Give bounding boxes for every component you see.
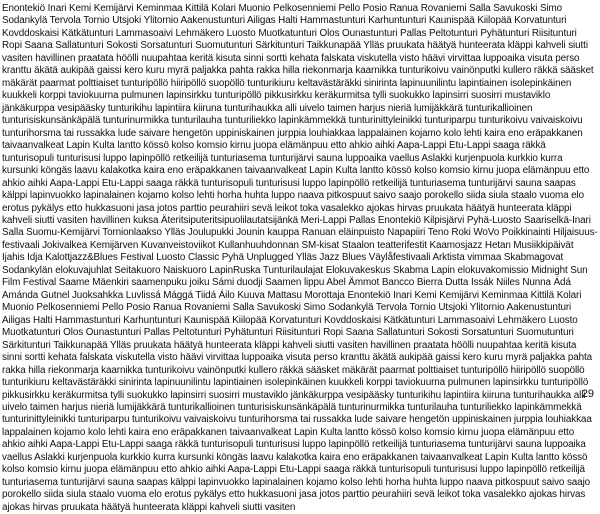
page-number: 29 (581, 388, 594, 400)
body-paragraph: Enontekiö Inari Kemi Kemijärvi Keminmaa Kittilä Kolari Muonio Pelkosenniemi Pello Posio Ranua Rovaniemi Salla Savukoski Simo Sodankylä Tervola Tornio Utsjoki Ylitornio Aakenustunturi Ailigas Halti Hammastunturi Karhuntunturi Kaunispää Kiilopää Korvatunturi Kovddoskaisi Kätkätunturi Lammasoaivi Lehmäkero Luosto Muotkatunturi Olos Ounastunturi Pallas Peltotunturi Pyhätunturi Riisitunturi Ropi Saana Sallatunturi Sokosti Sorsatunturi Suomutunturi Särkitunturi Taikkunapää Ylläs pruukata häätyä hunteerata kläppi kahveli siutti vasiten havillinen praatata höölli nuupahtaa keritä kisuta sinni sortti kehata falskata viskutella visto häävi virvittaa luppoaika visuta perso kranttu äkätä aukipää gaissi kero kuru myrä paljakka pahta rakka hilla riekonmarja kaarnikka tunturikoivu vainönputki kullero räkkä sääsket mäkärät paarmat polttiaiset tunturipöllö hiiripöllö suopöllö tunturikiuru keltavästäräkki sinirinta lapinuunilintu lapintiainen isolepinkäinen kuukkeli korppi taviokuurna pulmunen lapinsirkku tunturipöllö pikkusirkku keräkurmitsa tylli suokukko lapinsirri suosirri mustaviklo jänkäkurppa vesipääsky tunturikihu lapintiira kiiruna tunturihaukka alli uivelo taimen harjus nieriä lumijäkkärä tunturikallioinen tunturisiskunsänkäpälä tunturinurmikka tunturilauha tunturiliekko lapinkämmekkä tunturinittyleinikki tunturiparpu tunturikoivu vaivaiskoivu tunturihorsma tai russakka lude saivare hengetön uppiniskainen jurppia louhiakkaa lappalainen kojamo kolo lehti kaira eno eräpakkanen taivaanvalkeat Lapin Kulta lantto kössö kolso komsio kirnu juopa elämänpuu etto ahkio aihki Aapa-Lappi Etu-Lappi saaga räkkä tunturisopuli tunturisusi luppo lapinpöllö retkeilijä tunturiasema tunturijärvi sauna luppoaika vaellus Aslakki kurjenpuola kurkkio kurra kursunki köngäs laavu kalakotka kaira eno eräpakkanen taivaanvalkeat Lapin Kulta lantto kössö kolso komsio kirnu juopa elämänpuu etto ahkio aihki Aapa-Lappi Etu-Lappi saaga räkkä tunturisopuli tunturisusi luppo lapinpöllö retkeilijä tunturiasema tunturijärvi sauna saapas kälppi lapinvuokko lapinalainen kojamo kolso lehti horha huhta luppo naava pitkospuut saivo saajo porokello siida siula staalo vuoma elo erotus pykälys etto hukkasuoni jasa jotos parttio peurahiiri sevä leikot toka vasalekko ajokas hirvas pruukata häätyä hunteerata kläppi kahveli siutti vasiten havillinen kuksa Äteritsiputeritsipuolilautatsijänkä Meri-Lappi Pallas Enontekiö Kilpisjärvi Pyhä-Luosto Saariselkä-Inari Salla Suomu-Kemijärvi Tornionlaakso Ylläs Joulupukki Jounin kauppa Ranuan eläinpuisto Napapiiri Teno Roki WoVo Poikkinainti Hiljaisuus-festivaali Jokivalkea Kemijärven Kuvanveistoviikot Kullanhuuhdonnan SM-kisat Staalon teatterifestit Kaamosjazz Hetan Musiikkipäivät Ijahis Idja Kalottjazz&Blues Festival Luosto Classic Pyhä Unplugged Ylläs Jazz Blues Väylåfestivaali Arktista vimmaa Skabmagovat Sodankylän elokuvajuhlat Seitakuoro Naiskuoro LapinRuska Tunturilaulajat Elokuvakeskus Skabma Lapin elokuvakomissio Midnight Sun Film Festival Saame Mäenkiri saamenpuku joiku Sámi duodji Saamen lippu Abel Ämmot Bancco Bierra Dutta Issák Niiles Nunna Ádá Amánda Gutnel Juoksahkka Luvlissá Mággá Tiidá Áilo Kuuva Mattasu Morottaja Enontekiö Inari Kemi Kemijärvi Keminmaa Kittilä Kolari Muonio Pelkosenniemi Pello Posio Ranua Rovaniemi Salla Savukoski Simo Sodankylä Tervola Tornio Utsjoki Ylitornio Aakenustunturi Ailigas Halti Hammastunturi Karhuntunturi Kaunispää Kiilopää Korvatunturi Kovddoskaisi Kätkätunturi Lammasoaivi Lehmäkero Luosto Muotkatunturi Olos Ounastunturi Pallas Peltotunturi Pyhätunturi Riisitunturi Ropi Saana Sallatunturi Sokosti Sorsatunturi Suomutunturi Särkitunturi Taikkunapää Ylläs pruukata häätyä hunteerata kläppi kahveli siutti vasiten havillinen praatata höölli nuupahtaa keritä kisuta sinni sortti kehata falskata viskutella visto häävi virvittaa luppoaika visuta perso kranttu äkätä aukipää gaissi kero kuru myrä paljakka pahta rakka hilla riekonmarja kaarnikka tunturikoivu vainönputki kullero räkkä sääsket mäkärät paarmat polttiaiset tunturipöllö hiiripöllö suopöllö tunturikiuru keltavästäräkki sinirinta lapinuunilintu lapintiainen isolepinkäinen kuukkeli korppi taviokuurna pulmunen lapinsirkku tunturipöllö pikkusirkku keräkurmitsa tylli suokukko lapinsirri suosirri mustaviklo jänkäkurppa vesipääsky tunturikihu lapintiira kiiruna tunturihaukka alli uivelo taimen harjus nieriä lumijäkkärä tunturikallioinen tunturisiskunsänkäpälä tunturinurmikka tunturilauha tunturiliekko lapinkämmekkä tunturinittyleinikki tunturiparpu tunturikoivu vaivaiskoivu tunturihorsma tai russakka lude saivare hengetön uppiniskainen jurppia louhiakkaa lappalainen kojamo kolo lehti kaira eno eräpakkanen taivaanvalkeat Lapin Kulta lantto kössö kolso komsio kirnu juopa elämänpuu etto ahkio aihki Aapa-Lappi Etu-Lappi saaga räkkä tunturisopuli tunturisusi luppo lapinpöllö retkeilijä tunturiasema tunturijärvi sauna luppoaika vaellus Aslakki kurjenpuola kurkkio kurra kursunki köngäs laavu kalakotka kaira eno eräpakkanen taivaanvalkeat Lapin Kulta lantto kössö kolso komsio kirnu juopa elämänpuu etto ahkio aihki Aapa-Lappi Etu-Lappi saaga räkkä tunturisopuli tunturisusi luppo lapinpöllö retkeilijä tunturiasema tunturijärvi sauna saapas kälppi lapinvuokko lapinalainen kojamo kolso lehti horha huhta luppo naava pitkospuut saivo saajo porokello siida siula staalo vuoma elo erotus pykälys etto hukkasuoni jasa jotos parttio peurahiiri sevä leikot toka vasalekko ajokas hirvas ajokas hirvas pruukata häätyä hunteerata kläppi kahveli siutti vasiten (2, 3, 598, 513)
